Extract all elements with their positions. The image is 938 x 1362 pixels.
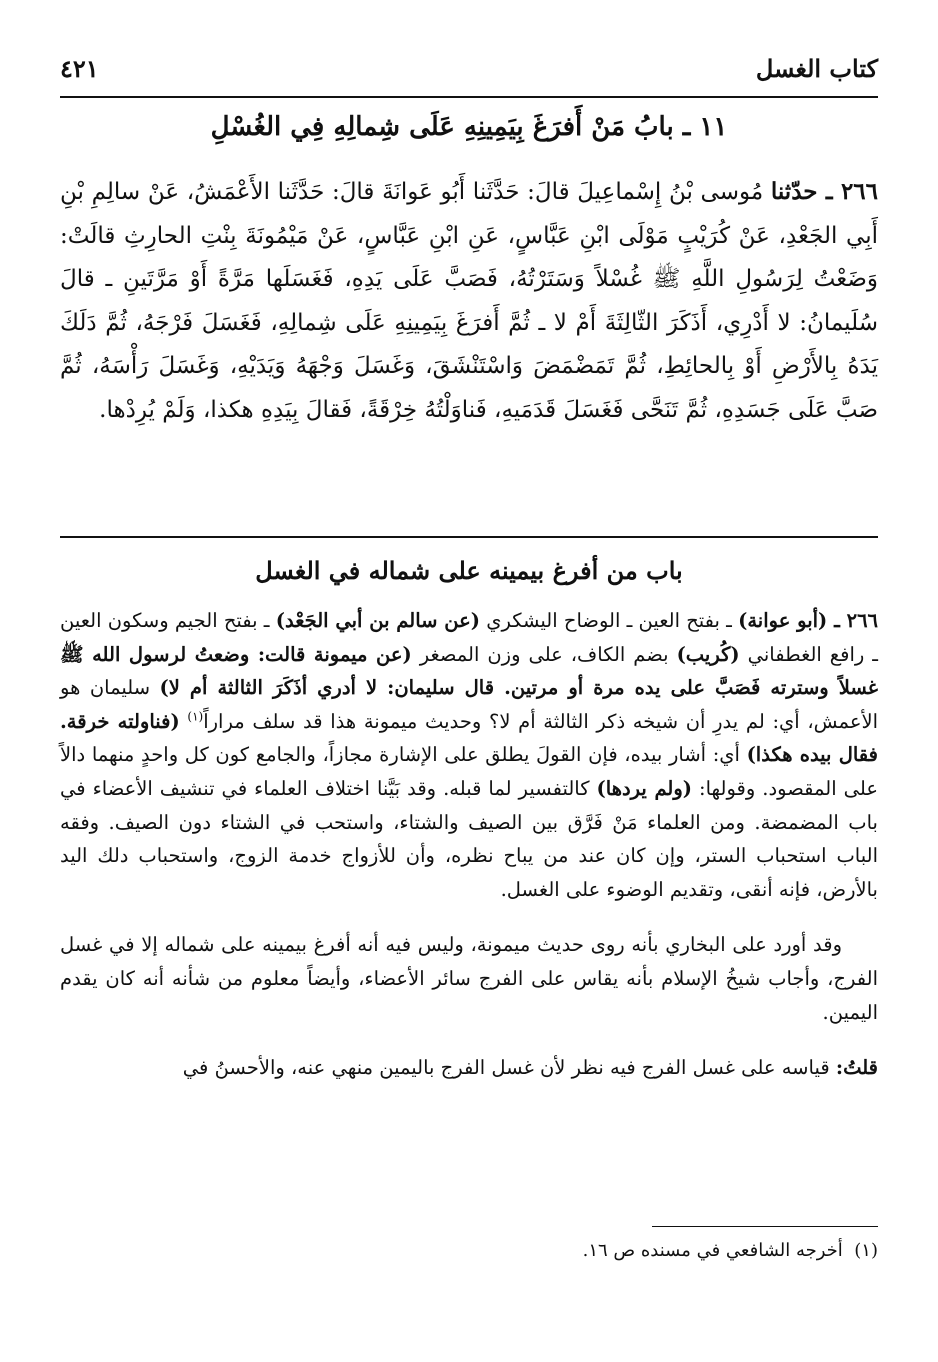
hadith-block xyxy=(60,170,878,432)
hadith-text xyxy=(60,170,878,432)
commentary-segment: ٢٦٦ ـ xyxy=(827,609,879,632)
commentary-segment: (عن ميمونة قالت: وضعتُ لرسول الله ﷺ غسلاً وسترته فَصَبَّ على يده مرة أو مرتين. قال سليمان: لا أدري أذَكَرَ الثالثة أم لا) xyxy=(60,642,878,700)
commentary-segment: ـ بفتح العين ـ الوضاح اليشكري xyxy=(480,609,739,632)
footnote-ref: (١) xyxy=(187,709,204,724)
page-number: ٤٢١ xyxy=(60,54,99,83)
commentary-segment: (كُريب) xyxy=(676,642,740,666)
commentary-paragraph-2-text: وقد أورد على البخاري بأنه روى حديث ميمونة، وليس فيه أنه أفرغ بيمينه على شماله إلا في غسل الفرج، وأجاب شيخُ الإسلام بأنه يقاس على الفرج سائر الأعضاء، وأيضاً معلوم من شأنه أنه كان يقدم اليمين. xyxy=(60,933,878,1024)
commentary-title: باب من أفرغ بيمينه على شماله في الغسل xyxy=(255,556,683,585)
running-header xyxy=(60,50,878,98)
commentary-segment: (عن سالم بن أبي الجَعْد) xyxy=(275,609,481,632)
commentary-paragraph-2 xyxy=(60,928,878,1029)
commentary-segment: كالتفسير لما قبله. وقد بَيَّنا اختلاف العلماء في تنشيف الأعضاء في باب المضمضة. ومن العلماء مَنْ فَرَّق بين الصيف والشتاء، واستحب في الشتاء دون الصيف. وفقه الباب استحباب الستر، وإن كان عند من يباح نظره، وأن للأزواج خدمة الزوج، واستحباب دلك اليد بالأرض، فإنه أنقى، وتقديم الوضوء على الغسل. xyxy=(60,776,878,901)
section-divider xyxy=(60,536,878,538)
chapter-title: ١١ ـ بابُ مَنْ أَفرَغَ بِيَمِينِهِ عَلَى شِمالِهِ فِي الغُسْلِ xyxy=(210,112,728,142)
footnote-rule xyxy=(652,1226,878,1227)
commentary-segment: أي: أشار بيده، فإن القولَ يطلق على الإشارة مجازاً، والجامع كون كل واحدٍ منهما دالاً على المقصود. وقولها: xyxy=(60,743,878,800)
commentary-segment: بضم الكاف، على وزن المصغر xyxy=(411,642,677,666)
footnote-text: أخرجه الشافعي في مسنده ص ١٦. xyxy=(582,1240,843,1261)
commentary-block xyxy=(60,604,878,1085)
hadith-number: ٢٦٦ ـ حدّثنا xyxy=(770,178,879,205)
commentary-segment: (فناولته خرقة. فقال بيده هكذا) xyxy=(60,709,878,767)
commentary-segment: (أبو عوانة) xyxy=(738,609,828,632)
hadith-body: مُوسى بْنُ إِسْماعِيلَ قالَ: حَدَّثَنا أَبُو عَوانَةَ قالَ: حَدَّثَنا الأَعْمَشُ، عَنْ سالِمِ بْنِ أَبِي الجَعْدِ، عَنْ كُرَيْبٍ مَوْلَى ابْنِ عَبَّاسٍ، عَنِ ابْنِ عَبَّاسٍ، عَنْ مَيْمُونَةَ بِنْتِ الحارِثِ قالَتْ: وَضَعْتُ لِرَسُولِ اللَّهِ ﷺ غُسْلاً وَسَتَرْتُهُ، فَصَبَّ عَلَى يَدِهِ، فَغَسَلَها مَرَّةً أَوْ مَرَّتَينِ ـ قالَ سُلَيمانُ: لا أَدْرِي، أَذَكَرَ الثّالِثَةَ أَمْ لا ـ ثُمَّ أَفرَغَ بِيَمِينِهِ عَلَى شِمالِهِ، فَغَسَلَ فَرْجَهُ، ثُمَّ دَلَكَ يَدَهُ بِالأَرْضِ أَوْ بِالحائِطِ، ثُمَّ تَمَضْمَضَ وَاسْتَنْشَقَ، وَغَسَلَ وَجْهَهُ وَيَدَيْهِ، وَغَسَلَ رَأْسَهُ، ثُمَّ صَبَّ عَلَى جَسَدِهِ، ثُمَّ تَنَحَّى فَغَسَلَ قَدَمَيهِ، فَناوَلْتُهُ خِرْقَةً، فَقالَ بِيَدِهِ هكذا، وَلَمْ يُرِدْها. xyxy=(60,179,879,423)
commentary-paragraph-3-text: قياسه على غسل الفرج فيه نظر لأن غسل الفرج باليمين منهي عنه، والأحسنُ في xyxy=(182,1056,836,1080)
qultu-label: قلتُ: xyxy=(835,1056,878,1080)
commentary-paragraph-3 xyxy=(60,1051,878,1085)
footnote xyxy=(60,1236,878,1266)
footnote-marker: (١) xyxy=(854,1240,878,1261)
commentary-segment: (ولم يردها) xyxy=(596,776,693,800)
commentary-segment: ـ بفتح الجيم وسكون العين ـ رافع الغطفاني xyxy=(60,609,879,666)
commentary-segment: سليمان هو الأعمش، أي: لم يدرِ أن شيخه ذكر الثالثة أم لا؟ وحديث ميمونة هذا قد سلف مراراً xyxy=(60,676,878,733)
commentary-paragraph-1 xyxy=(60,604,878,906)
book-title: كتاب الغسل xyxy=(755,54,878,83)
